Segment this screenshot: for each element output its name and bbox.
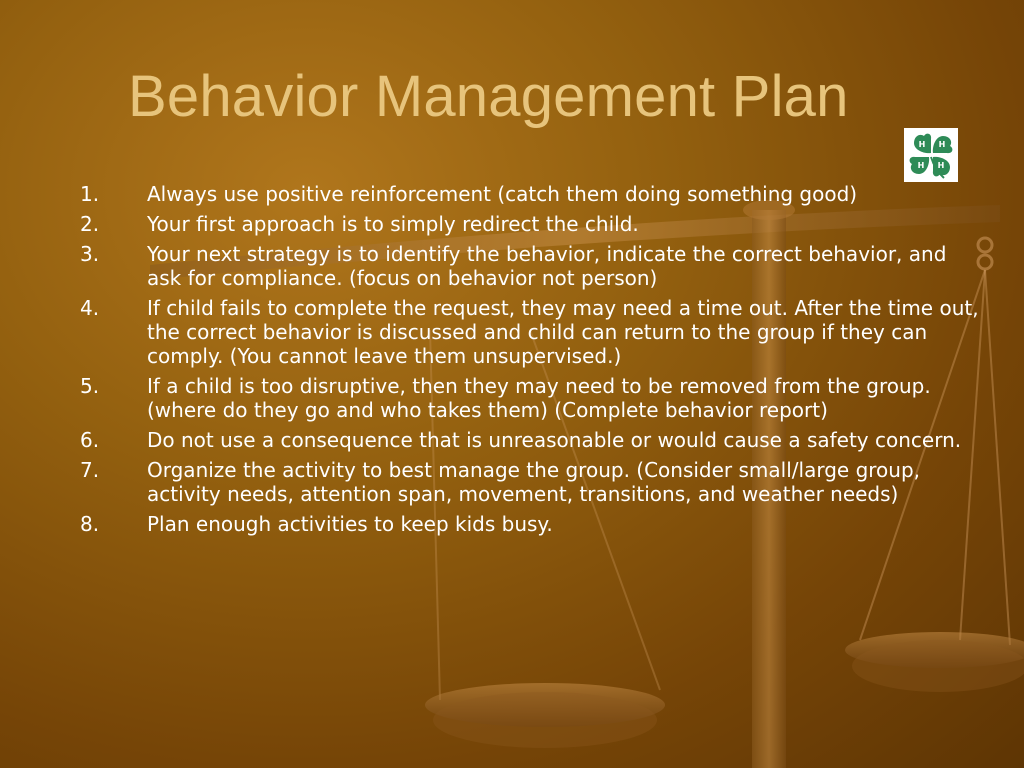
list-item-number: 1. (80, 182, 100, 206)
list-item (80, 512, 985, 536)
list-item-number: 5. (80, 374, 100, 398)
list-item-text: If child fails to complete the request, they may need a time out. After the time out, the correct behavior is discussed and child can return to the group if they can comply. (You cannot leave them unsupervised.) (147, 296, 979, 368)
list-item-text: Do not use a consequence that is unreasonable or would cause a safety concern. (147, 428, 962, 452)
list-item (80, 296, 985, 368)
svg-text:H: H (937, 161, 945, 170)
list-item (80, 242, 985, 290)
list-item-text: Plan enough activities to keep kids busy. (147, 512, 553, 536)
list-item-number: 8. (80, 512, 100, 536)
list-item-text: Always use positive reinforcement (catch them doing something good) (147, 182, 858, 206)
steps-list (80, 182, 985, 542)
list-item (80, 458, 985, 506)
list-item-text: Your first approach is to simply redirect the child. (147, 212, 639, 236)
list-item-text: Your next strategy is to identify the behavior, indicate the correct behavior, and ask for compliance. (focus on behavior not person) (147, 242, 947, 290)
svg-text:H: H (917, 161, 925, 170)
four-h-clover-icon (904, 128, 958, 182)
list-item (80, 374, 985, 422)
list-item (80, 212, 985, 236)
list-item-number: 4. (80, 296, 100, 320)
list-item-text: Organize the activity to best manage the group. (Consider small/large group, activity needs, attention span, movement, transitions, and weather needs) (147, 458, 921, 506)
list-item-number: 6. (80, 428, 100, 452)
svg-text:H: H (918, 140, 926, 149)
list-item-number: 3. (80, 242, 100, 266)
list-item (80, 428, 985, 452)
list-item (80, 182, 985, 206)
list-item-number: 7. (80, 458, 100, 482)
list-item-number: 2. (80, 212, 100, 236)
svg-text:H: H (938, 140, 946, 149)
slide-title: Behavior Management Plan (128, 64, 849, 129)
list-item-text: If a child is too disruptive, then they may need to be removed from the group. (where do they go and who takes them) (Complete behavior report) (147, 374, 931, 422)
